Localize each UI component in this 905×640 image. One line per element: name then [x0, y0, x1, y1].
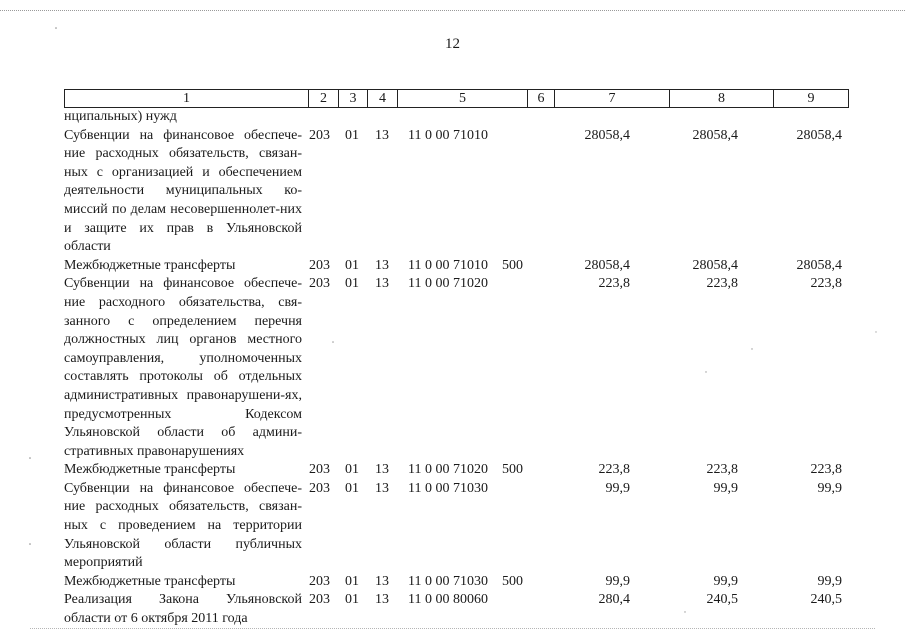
row-col-7: 99,9 [605, 480, 630, 496]
row-col-4: 13 [375, 127, 389, 143]
page-top-edge [0, 10, 905, 11]
row-col-7: 280,4 [598, 592, 630, 608]
row-col-8: 223,8 [706, 276, 738, 292]
column-number-header [64, 89, 849, 108]
page-bottom-edge [30, 628, 875, 629]
row-name: Межбюджетные трансферты [64, 573, 236, 589]
row-col-2: 203 [309, 462, 330, 478]
header-col-6: 6 [528, 90, 555, 108]
row-col-8: 99,9 [713, 480, 738, 496]
row-col-7: 28058,4 [584, 257, 630, 273]
row-col-6: 500 [502, 257, 523, 273]
row-col-7: 223,8 [598, 276, 630, 292]
row-name: Субвенции на финансовое обеспече-ние расходных обязательств, связан-ных с организацией и обеспечением деятельности муниципальных ко-миссий по делам несовершеннолет-них и защите их прав в Ульяновской области [64, 127, 302, 255]
header-col-8: 8 [670, 90, 774, 108]
row-name: Субвенции на финансовое обеспече-ние расходного обязательства, свя-занного с определением перечня должностных лиц органов местного самоуправления, уполномоченных составлять протоколы об отдельных административных правонарушени-ях, предусмотренных Кодексом Ульяновской области об админи-стративных правонарушениях [64, 276, 302, 459]
table-row [64, 461, 848, 480]
header-col-5: 5 [398, 90, 528, 108]
table-row [64, 480, 848, 573]
row-col-9: 28058,4 [796, 257, 842, 273]
row-col-2: 203 [309, 276, 330, 292]
row-col-8: 240,5 [706, 592, 738, 608]
row-col-3: 01 [345, 462, 359, 478]
row-col-2: 203 [309, 257, 330, 273]
row-col-9: 99,9 [817, 480, 842, 496]
row-col-3: 01 [345, 257, 359, 273]
row-col-4: 13 [375, 257, 389, 273]
row-col-2: 203 [309, 592, 330, 608]
row-col-5: 11 0 00 71010 [408, 127, 488, 143]
row-col-9: 223,8 [810, 276, 842, 292]
header-col-3: 3 [339, 90, 368, 108]
row-col-3: 01 [345, 592, 359, 608]
row-col-2: 203 [309, 127, 330, 143]
row-col-5: 11 0 00 71030 [408, 573, 488, 589]
row-col-2: 203 [309, 480, 330, 496]
page-number: 12 [445, 36, 460, 52]
row-col-6: 500 [502, 573, 523, 589]
row-col-8: 99,9 [713, 573, 738, 589]
row-col-2: 203 [309, 573, 330, 589]
table-body [64, 108, 848, 629]
header-col-7: 7 [555, 90, 670, 108]
row-name: Реализация Закона Ульяновской области от 6 октября 2011 года [64, 592, 302, 627]
table-row [64, 573, 848, 592]
row-col-7: 28058,4 [584, 127, 630, 143]
row-col-4: 13 [375, 276, 389, 292]
row-name: Субвенции на финансовое обеспече-ние расходных обязательств, связан-ных с проведением на территории Ульяновской области публичных мероприятий [64, 480, 302, 571]
row-col-5: 11 0 00 71020 [408, 276, 488, 292]
row-col-3: 01 [345, 480, 359, 496]
row-col-9: 99,9 [817, 573, 842, 589]
row-name: Межбюджетные трансферты [64, 257, 236, 273]
header-col-9: 9 [774, 90, 849, 108]
row-col-5: 11 0 00 71030 [408, 480, 488, 496]
table-row [64, 257, 848, 276]
row-col-8: 28058,4 [692, 257, 738, 273]
table-row [64, 591, 848, 628]
row-col-3: 01 [345, 127, 359, 143]
row-col-4: 13 [375, 592, 389, 608]
row-col-4: 13 [375, 573, 389, 589]
row-col-9: 223,8 [810, 462, 842, 478]
row-col-7: 99,9 [605, 573, 630, 589]
row-col-4: 13 [375, 462, 389, 478]
row-col-3: 01 [345, 573, 359, 589]
row-name: Межбюджетные трансферты [64, 462, 236, 478]
row-col-5: 11 0 00 80060 [408, 592, 488, 608]
row-col-9: 240,5 [810, 592, 842, 608]
table-row [64, 127, 848, 257]
header-col-2: 2 [309, 90, 339, 108]
table-row [64, 275, 848, 461]
row-name: нципальных) нужд [64, 109, 177, 124]
row-col-6: 500 [502, 462, 523, 478]
row-col-5: 11 0 00 71020 [408, 462, 488, 478]
row-col-5: 11 0 00 71010 [408, 257, 488, 273]
header-col-1: 1 [65, 90, 309, 108]
row-col-3: 01 [345, 276, 359, 292]
row-col-4: 13 [375, 480, 389, 496]
header-col-4: 4 [368, 90, 398, 108]
table-row [64, 108, 848, 127]
row-col-8: 223,8 [706, 462, 738, 478]
row-col-9: 28058,4 [796, 127, 842, 143]
row-col-7: 223,8 [598, 462, 630, 478]
row-col-8: 28058,4 [692, 127, 738, 143]
